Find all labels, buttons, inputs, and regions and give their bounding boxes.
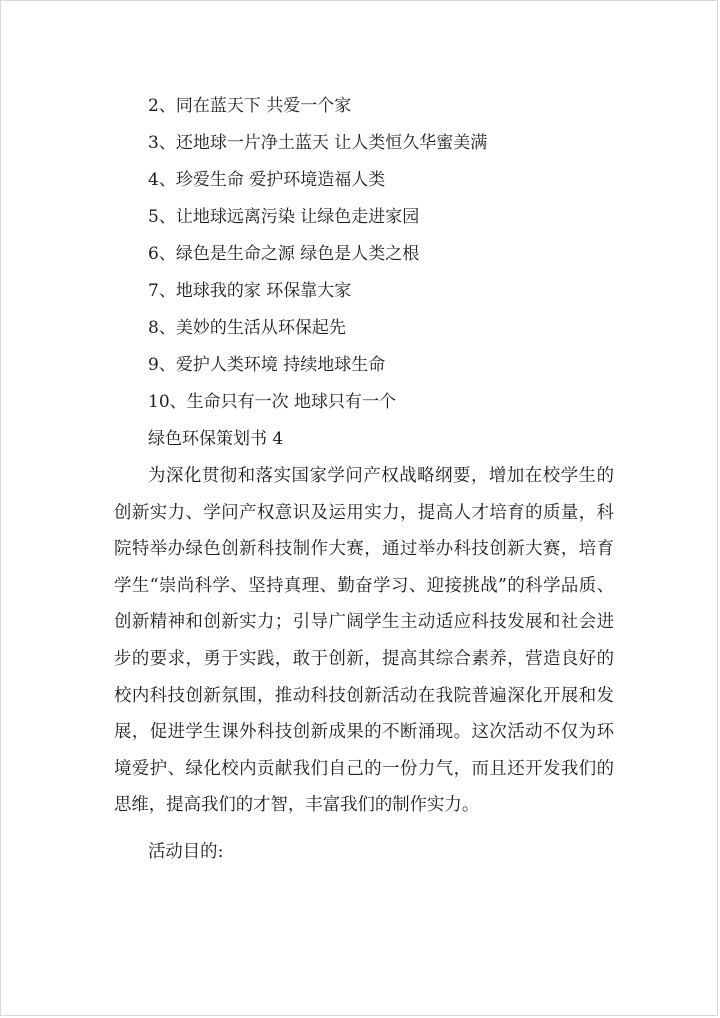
slogan-list <box>114 88 614 421</box>
paragraph-spacer <box>114 824 614 834</box>
slogan-item: 4、珍爱生命 爱护环境造福人类 <box>148 170 386 190</box>
slogan-item: 9、爱护人类环境 持续地球生命 <box>148 355 386 375</box>
slogan-item: 10、生命只有一次 地球只有一个 <box>148 392 397 412</box>
slogan-item: 5、让地球远离污染 让绿色走进家园 <box>148 207 420 227</box>
slogan-item: 3、还地球一片净土蓝天 让人类恒久华蜜美满 <box>148 133 488 153</box>
document-content <box>114 88 614 870</box>
section-title: 绿色环保策划书 4 <box>148 429 284 449</box>
body-paragraph: 为深化贯彻和落实国家学问产权战略纲要，增加在校学生的创新实力、学问产权意识及运用实力，提高人才培育的质量，科院特举办绿色创新科技制作大赛，通过举办科技创新大赛，培育学生“崇尚科学、坚持真理、勤奋学习、迎接挑战”的科学品质、创新精神和创新实力；引导广阔学生主动适应科技发展和社会进步的要求，勇于实践，敢于创新，提高其综合素养，营造良好的校内科技创新氛围，推动科技创新活动在我院普遍深化开展和发展，促进学生课外科技创新成果的不断涌现。这次活动不仅为环境爱护、绿化校内贡献我们自己的一份力气，而且还开发我们的思维，提高我们的才智，丰富我们的制作实力。 <box>114 466 614 816</box>
slogan-item: 6、绿色是生命之源 绿色是人类之根 <box>148 244 420 264</box>
slogan-item: 2、同在蓝天下 共爱一个家 <box>148 96 352 116</box>
activity-purpose-heading: 活动目的: <box>148 841 224 862</box>
slogan-item: 7、地球我的家 环保靠大家 <box>148 281 352 301</box>
slogan-item: 8、美妙的生活从环保起先 <box>148 318 346 338</box>
